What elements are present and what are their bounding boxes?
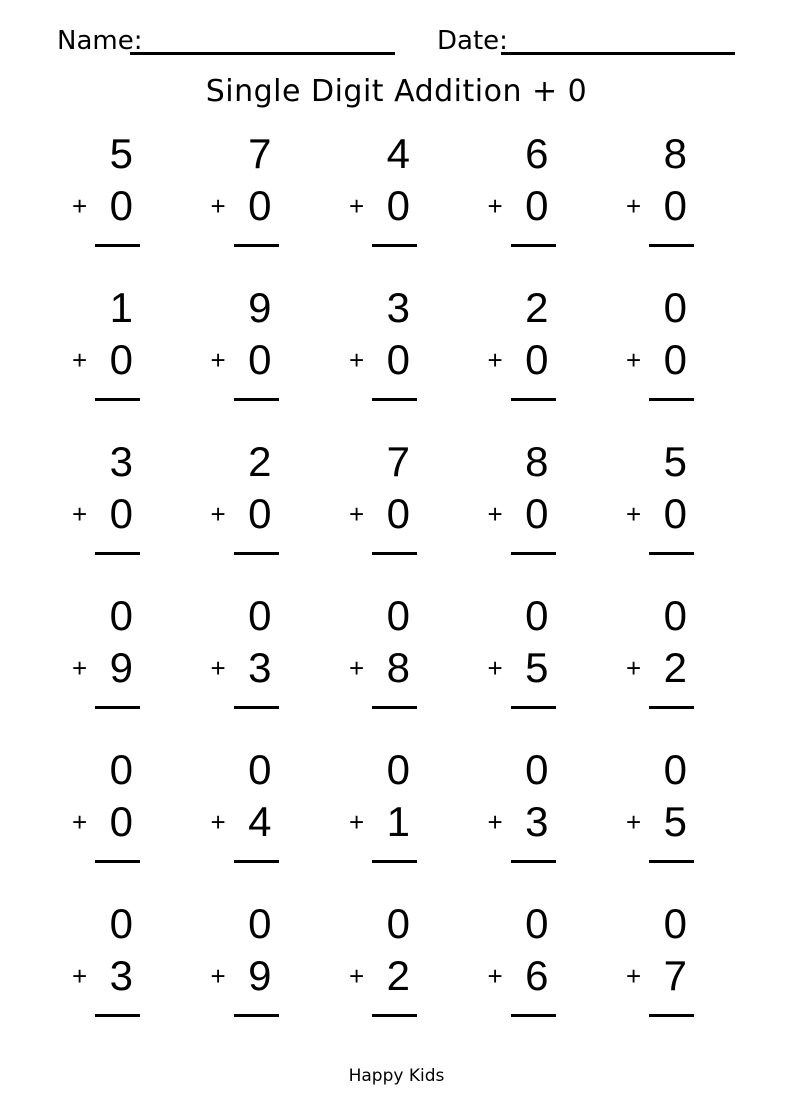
bottom-addend-row bbox=[488, 338, 556, 382]
bottom-addend-row bbox=[72, 184, 140, 228]
bottom-addend: 3 bbox=[109, 952, 133, 999]
top-addend: 0 bbox=[525, 900, 549, 947]
addition-problem bbox=[211, 438, 279, 592]
bottom-addend: 3 bbox=[248, 644, 272, 691]
plus-operator: + bbox=[210, 807, 226, 837]
answer-blank[interactable] bbox=[649, 398, 694, 401]
addition-problem bbox=[72, 284, 140, 438]
bottom-addend-row bbox=[72, 646, 140, 690]
page-title: Single Digit Addition + 0 bbox=[205, 74, 588, 109]
top-addend: 0 bbox=[663, 900, 687, 947]
bottom-addend: 0 bbox=[386, 336, 410, 383]
addition-problem bbox=[349, 746, 417, 900]
plus-operator: + bbox=[349, 961, 365, 991]
bottom-addend: 9 bbox=[248, 952, 272, 999]
bottom-addend: 4 bbox=[248, 798, 272, 845]
bottom-addend: 7 bbox=[663, 952, 687, 999]
bottom-addend-row bbox=[349, 954, 417, 998]
top-addend: 0 bbox=[248, 900, 272, 947]
top-addend: 0 bbox=[109, 592, 133, 639]
top-addend: 1 bbox=[109, 284, 133, 331]
plus-operator: + bbox=[626, 345, 642, 375]
plus-operator: + bbox=[72, 653, 88, 683]
top-addend: 0 bbox=[525, 746, 549, 793]
answer-blank[interactable] bbox=[649, 860, 694, 863]
top-addend: 5 bbox=[663, 438, 687, 485]
bottom-addend: 2 bbox=[386, 952, 410, 999]
plus-operator: + bbox=[349, 807, 365, 837]
plus-operator: + bbox=[72, 191, 88, 221]
addition-problem bbox=[211, 900, 279, 1054]
answer-blank[interactable] bbox=[649, 244, 694, 247]
bottom-addend: 0 bbox=[386, 490, 410, 537]
addition-problem bbox=[488, 130, 556, 284]
bottom-addend: 0 bbox=[525, 490, 549, 537]
plus-operator: + bbox=[626, 653, 642, 683]
top-addend: 8 bbox=[663, 130, 687, 177]
plus-operator: + bbox=[72, 499, 88, 529]
plus-operator: + bbox=[349, 499, 365, 529]
bottom-addend-row bbox=[349, 646, 417, 690]
name-fill-in-line[interactable] bbox=[130, 26, 395, 55]
bottom-addend-row bbox=[626, 492, 694, 536]
answer-blank[interactable] bbox=[372, 1014, 417, 1017]
addition-problem bbox=[211, 130, 279, 284]
plus-operator: + bbox=[210, 961, 226, 991]
addition-problem bbox=[211, 746, 279, 900]
bottom-addend: 0 bbox=[109, 182, 133, 229]
bottom-addend: 9 bbox=[109, 644, 133, 691]
top-addend: 0 bbox=[386, 900, 410, 947]
addition-problem bbox=[626, 438, 694, 592]
bottom-addend: 0 bbox=[248, 336, 272, 383]
plus-operator: + bbox=[72, 807, 88, 837]
addition-problem bbox=[211, 284, 279, 438]
top-addend: 0 bbox=[109, 746, 133, 793]
top-addend: 0 bbox=[248, 592, 272, 639]
plus-operator: + bbox=[349, 345, 365, 375]
bottom-addend: 0 bbox=[663, 490, 687, 537]
problems-grid bbox=[70, 130, 763, 1054]
bottom-addend: 3 bbox=[525, 798, 549, 845]
answer-blank[interactable] bbox=[511, 706, 556, 709]
top-addend: 6 bbox=[525, 130, 549, 177]
answer-blank[interactable] bbox=[649, 1014, 694, 1017]
addition-problem bbox=[488, 284, 556, 438]
answer-blank[interactable] bbox=[234, 860, 279, 863]
answer-blank[interactable] bbox=[95, 244, 140, 247]
bottom-addend-row bbox=[211, 954, 279, 998]
answer-blank[interactable] bbox=[649, 552, 694, 555]
plus-operator: + bbox=[626, 961, 642, 991]
bottom-addend-row bbox=[626, 800, 694, 844]
top-addend: 8 bbox=[525, 438, 549, 485]
plus-operator: + bbox=[487, 807, 503, 837]
answer-blank[interactable] bbox=[511, 244, 556, 247]
bottom-addend: 0 bbox=[663, 182, 687, 229]
answer-blank[interactable] bbox=[372, 398, 417, 401]
bottom-addend-row bbox=[211, 338, 279, 382]
top-addend: 7 bbox=[386, 438, 410, 485]
addition-problem bbox=[211, 592, 279, 746]
bottom-addend-row bbox=[626, 184, 694, 228]
answer-blank[interactable] bbox=[95, 552, 140, 555]
addition-problem bbox=[349, 592, 417, 746]
bottom-addend-row bbox=[349, 492, 417, 536]
plus-operator: + bbox=[349, 653, 365, 683]
top-addend: 2 bbox=[248, 438, 272, 485]
bottom-addend: 6 bbox=[525, 952, 549, 999]
plus-operator: + bbox=[626, 807, 642, 837]
date-label: Date: bbox=[437, 26, 508, 56]
bottom-addend-row bbox=[72, 800, 140, 844]
plus-operator: + bbox=[626, 499, 642, 529]
plus-operator: + bbox=[487, 653, 503, 683]
bottom-addend: 8 bbox=[386, 644, 410, 691]
top-addend: 7 bbox=[248, 130, 272, 177]
date-fill-in-line[interactable] bbox=[501, 26, 735, 55]
bottom-addend-row bbox=[488, 954, 556, 998]
bottom-addend-row bbox=[488, 492, 556, 536]
answer-blank[interactable] bbox=[511, 552, 556, 555]
worksheet-header bbox=[0, 26, 793, 66]
bottom-addend-row bbox=[72, 338, 140, 382]
top-addend: 0 bbox=[386, 746, 410, 793]
footer-brand: Happy Kids bbox=[348, 1066, 445, 1086]
answer-blank[interactable] bbox=[95, 398, 140, 401]
answer-blank[interactable] bbox=[234, 706, 279, 709]
answer-blank[interactable] bbox=[372, 244, 417, 247]
bottom-addend: 0 bbox=[248, 182, 272, 229]
name-label: Name: bbox=[57, 26, 143, 56]
top-addend: 3 bbox=[386, 284, 410, 331]
bottom-addend-row bbox=[211, 800, 279, 844]
bottom-addend-row bbox=[211, 646, 279, 690]
addition-problem bbox=[72, 130, 140, 284]
top-addend: 0 bbox=[525, 592, 549, 639]
addition-problem bbox=[488, 592, 556, 746]
plus-operator: + bbox=[210, 345, 226, 375]
bottom-addend: 0 bbox=[525, 336, 549, 383]
plus-operator: + bbox=[487, 961, 503, 991]
addition-problem bbox=[626, 746, 694, 900]
answer-blank[interactable] bbox=[95, 706, 140, 709]
bottom-addend-row bbox=[349, 800, 417, 844]
addition-problem bbox=[626, 592, 694, 746]
addition-problem bbox=[488, 746, 556, 900]
answer-blank[interactable] bbox=[649, 706, 694, 709]
bottom-addend: 0 bbox=[386, 182, 410, 229]
addition-problem bbox=[626, 284, 694, 438]
answer-blank[interactable] bbox=[372, 552, 417, 555]
addition-problem bbox=[72, 746, 140, 900]
plus-operator: + bbox=[210, 499, 226, 529]
bottom-addend-row bbox=[72, 954, 140, 998]
plus-operator: + bbox=[72, 961, 88, 991]
answer-blank[interactable] bbox=[95, 1014, 140, 1017]
bottom-addend: 0 bbox=[109, 490, 133, 537]
plus-operator: + bbox=[72, 345, 88, 375]
bottom-addend: 0 bbox=[525, 182, 549, 229]
addition-problem bbox=[626, 130, 694, 284]
bottom-addend: 0 bbox=[109, 336, 133, 383]
bottom-addend-row bbox=[626, 646, 694, 690]
bottom-addend: 1 bbox=[386, 798, 410, 845]
addition-problem bbox=[349, 130, 417, 284]
answer-blank[interactable] bbox=[372, 706, 417, 709]
bottom-addend: 0 bbox=[248, 490, 272, 537]
bottom-addend-row bbox=[349, 184, 417, 228]
plus-operator: + bbox=[210, 653, 226, 683]
addition-problem bbox=[72, 900, 140, 1054]
addition-problem bbox=[349, 284, 417, 438]
answer-blank[interactable] bbox=[372, 860, 417, 863]
top-addend: 5 bbox=[109, 130, 133, 177]
addition-problem bbox=[626, 900, 694, 1054]
bottom-addend: 0 bbox=[109, 798, 133, 845]
addition-problem bbox=[72, 438, 140, 592]
bottom-addend-row bbox=[72, 492, 140, 536]
plus-operator: + bbox=[349, 191, 365, 221]
top-addend: 0 bbox=[663, 746, 687, 793]
answer-blank[interactable] bbox=[234, 244, 279, 247]
bottom-addend-row bbox=[211, 184, 279, 228]
answer-blank[interactable] bbox=[234, 1014, 279, 1017]
plus-operator: + bbox=[487, 191, 503, 221]
top-addend: 4 bbox=[386, 130, 410, 177]
bottom-addend-row bbox=[211, 492, 279, 536]
answer-blank[interactable] bbox=[511, 860, 556, 863]
bottom-addend-row bbox=[626, 954, 694, 998]
bottom-addend: 0 bbox=[663, 336, 687, 383]
top-addend: 0 bbox=[663, 284, 687, 331]
plus-operator: + bbox=[487, 499, 503, 529]
top-addend: 0 bbox=[663, 592, 687, 639]
addition-problem bbox=[72, 592, 140, 746]
bottom-addend: 5 bbox=[663, 798, 687, 845]
top-addend: 9 bbox=[248, 284, 272, 331]
answer-blank[interactable] bbox=[234, 552, 279, 555]
top-addend: 2 bbox=[525, 284, 549, 331]
bottom-addend-row bbox=[488, 800, 556, 844]
bottom-addend-row bbox=[488, 184, 556, 228]
top-addend: 3 bbox=[109, 438, 133, 485]
addition-problem bbox=[488, 438, 556, 592]
top-addend: 0 bbox=[248, 746, 272, 793]
plus-operator: + bbox=[626, 191, 642, 221]
addition-problem bbox=[349, 438, 417, 592]
answer-blank[interactable] bbox=[234, 398, 279, 401]
bottom-addend: 2 bbox=[663, 644, 687, 691]
answer-blank[interactable] bbox=[95, 860, 140, 863]
plus-operator: + bbox=[210, 191, 226, 221]
bottom-addend: 5 bbox=[525, 644, 549, 691]
bottom-addend-row bbox=[626, 338, 694, 382]
bottom-addend-row bbox=[349, 338, 417, 382]
answer-blank[interactable] bbox=[511, 398, 556, 401]
addition-problem bbox=[349, 900, 417, 1054]
answer-blank[interactable] bbox=[511, 1014, 556, 1017]
plus-operator: + bbox=[487, 345, 503, 375]
addition-problem bbox=[488, 900, 556, 1054]
bottom-addend-row bbox=[488, 646, 556, 690]
top-addend: 0 bbox=[386, 592, 410, 639]
top-addend: 0 bbox=[109, 900, 133, 947]
